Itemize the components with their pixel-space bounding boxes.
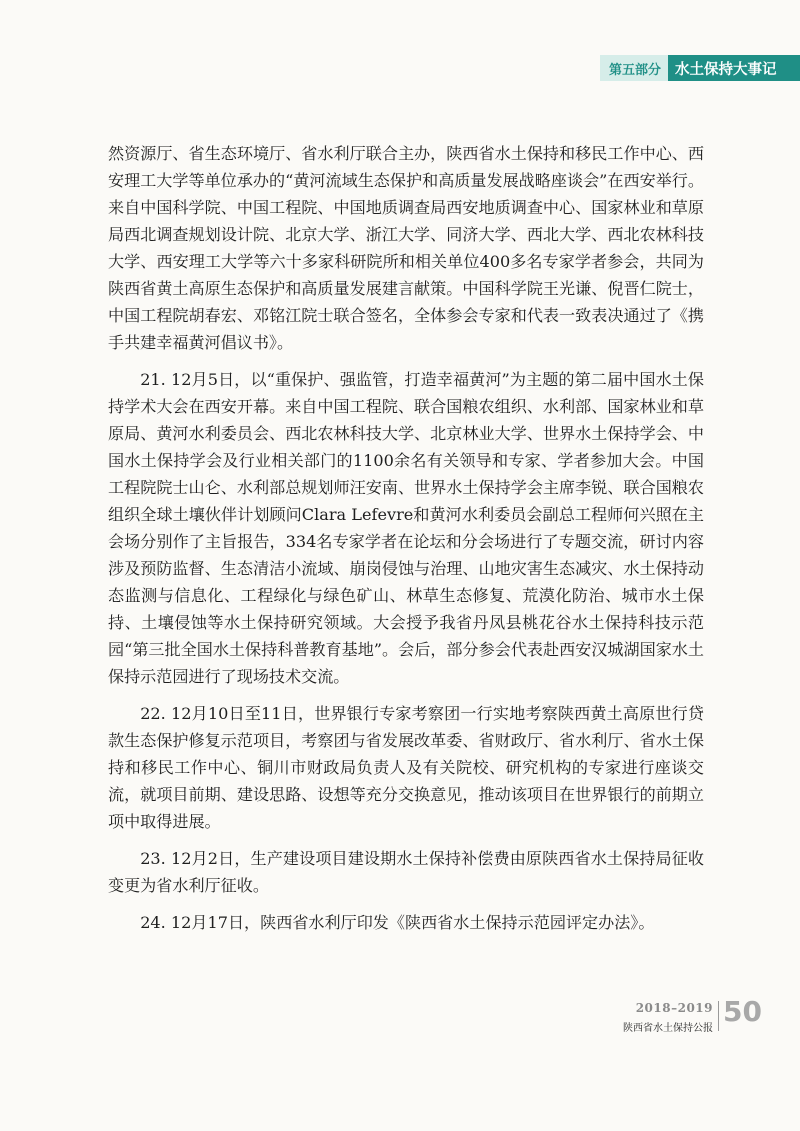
footer-years: 2018–2019 [635,1001,713,1015]
part-label: 第五部分 [600,55,668,81]
paragraph-continued: 然资源厅、省生态环境厅、省水利厅联合主办，陕西省水土保持和移民工作中心、西安理工大学等单位承办的“黄河流域生态保护和高质量发展战略座谈会”在西安举行。来自中国科学院、中国工程院、中国地质调查局西安地质调查中心、国家林业和草原局西北调查规划设计院、北京大学、浙江大学、同济大学、西北大学、西北农林科技大学、西安理工大学等六十多家科研院所和相关单位400多名专家学者参会，共同为陕西省黄土高原生态保护和高质量发展建言献策。中国科学院王光谦、倪晋仁院士，中国工程院胡春宏、邓铭江院士联合签名，全体参会专家和代表一致表决通过了《携手共建幸福黄河倡议书》。 [108,144,704,352]
section-header-banner [600,55,800,81]
section-title: 水土保持大事记 [668,55,800,81]
paragraph-item-21: 21. 12月5日，以“重保护、强监管，打造幸福黄河”为主题的第二届中国水土保持学术大会在西安开幕。来自中国工程院、联合国粮农组织、水利部、国家林业和草原局、黄河水利委员会、西北农林科技大学、北京林业大学、世界水土保持学会、中国水土保持学会及行业相关部门的1100余名有关领导和专家、学者参加大会。中国工程院院士山仑、水利部总规划师汪安南、世界水土保持学会主席李锐、联合国粮农组织全球土壤伙伴计划顾问Clara Lefevre和黄河水利委员会副总工程师何兴照在主会场分别作了主旨报告，334名专家学者在论坛和分会场进行了专题交流，研讨内容涉及预防监督、生态清洁小流域、崩岗侵蚀与治理、山地灾害生态减灾、水土保持动态监测与信息化、工程绿化与绿色矿山、林草生态修复、荒漠化防治、城市水土保持、土壤侵蚀等水土保持研究领域。大会授予我省丹凤县桃花谷水土保持科技示范园“第三批全国水土保持科普教育基地”。会后，部分参会代表赴西安汉城湖国家水土保持示范园进行了现场技术交流。 [108,370,704,686]
footer-divider [718,1001,719,1031]
page-number: 50 [723,995,762,1028]
footer-publication: 陕西省水土保持公报 [623,1023,713,1034]
paragraph-item-24: 24. 12月17日，陕西省水利厅印发《陕西省水土保持示范园评定办法》。 [140,913,655,932]
body-text [108,140,704,946]
paragraph-item-23: 23. 12月2日，生产建设项目建设期水土保持补偿费由原陕西省水土保持局征收变更为省水利厅征收。 [108,849,704,895]
paragraph-item-22: 22. 12月10日至11日，世界银行专家考察团一行实地考察陕西黄土高原世行贷款生态保护修复示范项目，考察团与省发展改革委、省财政厅、省水利厅、省水土保持和移民工作中心、铜川市财政局负责人及有关院校、研究机构的专家进行座谈交流，就项目前期、建设思路、设想等充分交换意见，推动该项目在世界银行的前期立项中取得进展。 [108,704,704,831]
page-footer [616,995,766,1045]
